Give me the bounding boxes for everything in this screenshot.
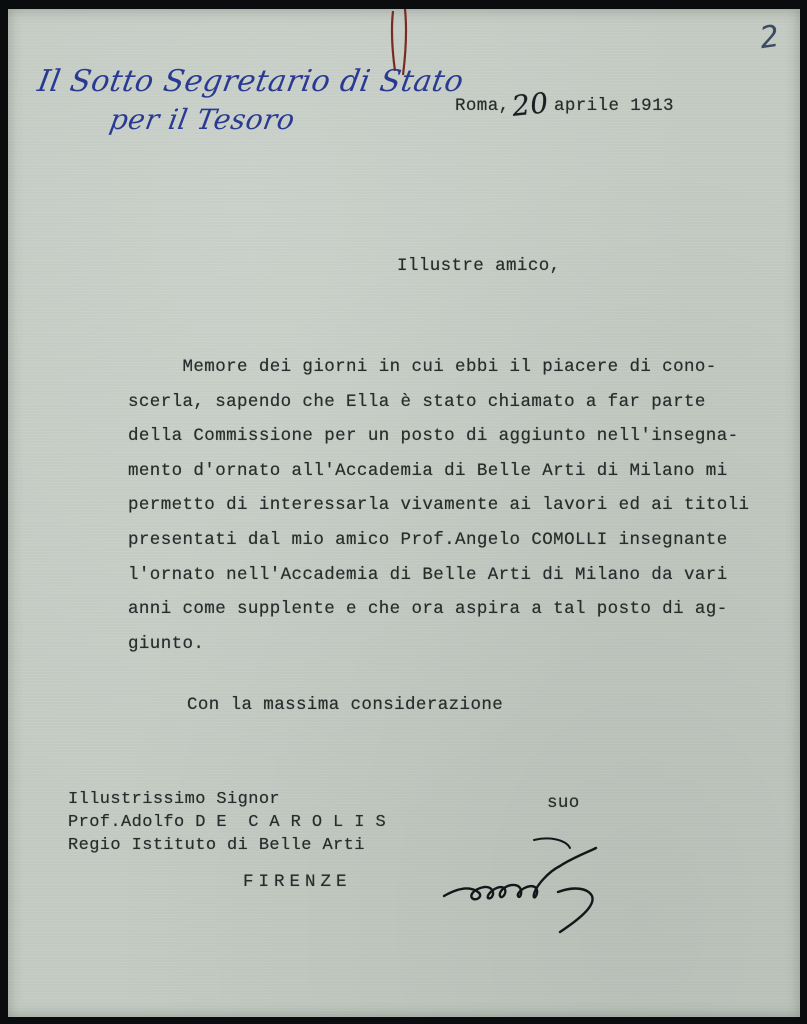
handwritten-signature [438,836,608,946]
body-line: permetto di interessarla vivamente ai lavori ed ai titoli [128,495,750,516]
date-month-year: aprile 1913 [553,96,674,116]
letter-body [128,350,793,661]
body-line: della Commissione per un posto di aggiunto nell'insegna- [128,426,739,447]
letterhead [34,64,467,136]
body-line: Memore dei giorni in cui ebbi il piacere di cono- [128,357,717,377]
recipient-city: FIRENZE [243,872,352,892]
body-line: giunto. [128,633,205,654]
letterhead-subtitle: per il Tesoro [107,103,298,136]
date-line [455,84,674,123]
body-line: scerla, sapendo che Ella è stato chiamato a far parte [128,391,706,412]
closing-phrase: Con la massima considerazione [187,695,504,715]
salutation: Illustre amico, [397,256,561,276]
letterhead-title: Il Sotto Segretario di Stato [34,64,467,99]
date-place: Roma, [455,96,510,116]
archive-number: 2 [757,18,782,57]
body-line: presentati dal mio amico Prof.Angelo COMOLLI insegnante [128,529,728,550]
recipient-institution: Regio Istituto di Belle Arti [68,836,365,855]
body-line: mento d'ornato all'Accademia di Belle Arti di Milano mi [128,460,728,481]
recipient-honorific: Illustrissimo Signor [68,790,281,809]
valediction: suo [547,793,580,813]
body-line: anni come supplente e che ora aspira a tal posto di ag- [128,599,728,620]
recipient-name: Prof.Adolfo D E C A R O L I S [68,813,387,832]
date-day-handwritten: 20 [509,86,550,123]
body-line: l'ornato nell'Accademia di Belle Arti di Milano da vari [128,564,728,585]
